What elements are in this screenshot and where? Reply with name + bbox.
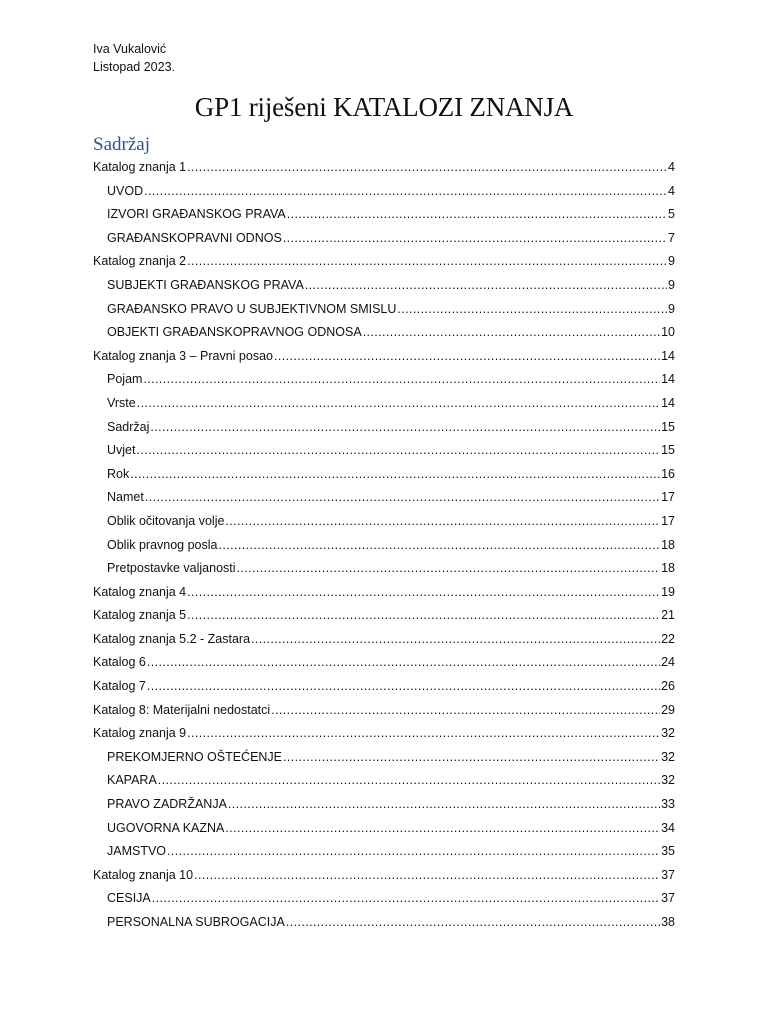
- toc-entry[interactable]: [93, 628, 675, 652]
- toc-entry[interactable]: [93, 581, 675, 605]
- toc-entry[interactable]: [93, 274, 675, 298]
- toc-entry-label[interactable]: Katalog znanja 3 – Pravni posao: [93, 348, 273, 363]
- toc-dot-leader: [187, 159, 667, 171]
- toc-entry-page-number[interactable]: 21: [661, 608, 675, 623]
- toc-entry[interactable]: [93, 298, 675, 322]
- toc-entry-page-number[interactable]: 26: [661, 679, 675, 694]
- toc-dot-leader: [137, 395, 660, 407]
- toc-dot-leader: [187, 725, 660, 737]
- toc-entry[interactable]: [93, 534, 675, 558]
- toc-dot-leader: [228, 796, 660, 808]
- toc-entry[interactable]: [93, 699, 675, 723]
- toc-entry-label[interactable]: Katalog znanja 5: [93, 608, 187, 623]
- toc-entry-label[interactable]: OBJEKTI GRAĐANSKOPRAVNOG ODNOSA: [107, 325, 362, 340]
- toc-entry[interactable]: [93, 911, 675, 935]
- toc-entry-label[interactable]: IZVORI GRAĐANSKOG PRAVA: [107, 207, 286, 222]
- toc-dot-leader: [144, 183, 667, 195]
- toc-entry[interactable]: [93, 746, 675, 770]
- toc-entry-page-number[interactable]: 17: [661, 513, 675, 528]
- toc-dot-leader: [145, 489, 660, 501]
- toc-entry[interactable]: [93, 486, 675, 510]
- toc-entry-label[interactable]: Katalog 8: Materijalni nedostatci: [93, 702, 271, 717]
- toc-entry[interactable]: [93, 864, 675, 888]
- toc-dot-leader: [274, 348, 660, 360]
- toc-entry[interactable]: [93, 769, 675, 793]
- toc-dot-leader: [167, 843, 660, 855]
- toc-dot-leader: [187, 584, 660, 596]
- author-name: Iva Vukalović: [93, 42, 167, 56]
- toc-dot-leader: [225, 513, 660, 525]
- toc-entry-page-number[interactable]: 32: [661, 773, 675, 788]
- toc-entry-label[interactable]: Uvjet: [107, 443, 136, 458]
- toc-dot-leader: [152, 890, 660, 902]
- toc-entry[interactable]: [93, 392, 675, 416]
- toc-dot-leader: [286, 914, 660, 926]
- toc-entry-page-number[interactable]: 29: [661, 702, 675, 717]
- toc-dot-leader: [218, 537, 660, 549]
- toc-entry-page-number[interactable]: 17: [661, 490, 675, 505]
- toc-entry-page-number[interactable]: 14: [661, 348, 675, 363]
- toc-entry-page-number[interactable]: 32: [661, 749, 675, 764]
- toc-entry-page-number[interactable]: 16: [661, 466, 675, 481]
- toc-entry-page-number[interactable]: 37: [661, 891, 675, 906]
- toc-entry-label[interactable]: Katalog znanja 4: [93, 584, 187, 599]
- toc-dot-leader: [130, 466, 660, 478]
- toc-entry[interactable]: [93, 368, 675, 392]
- toc-entry[interactable]: [93, 722, 675, 746]
- toc-entry[interactable]: [93, 439, 675, 463]
- toc-entry-page-number[interactable]: 14: [661, 372, 675, 387]
- toc-entry-label[interactable]: Katalog 7: [93, 679, 146, 694]
- document-title: GP1 riješeni KATALOZI ZNANJA: [194, 92, 574, 122]
- toc-entry-label[interactable]: Pojam: [107, 372, 143, 387]
- toc-entry-page-number[interactable]: 33: [661, 797, 675, 812]
- toc-dot-leader: [143, 371, 660, 383]
- toc-entry-page-number[interactable]: 32: [661, 726, 675, 741]
- toc-entry-page-number[interactable]: 18: [661, 561, 675, 576]
- toc-entry[interactable]: [93, 463, 675, 487]
- toc-dot-leader: [158, 772, 660, 784]
- toc-entry[interactable]: [93, 250, 675, 274]
- toc-entry-label[interactable]: JAMSTVO: [107, 844, 167, 859]
- toc-entry-label[interactable]: KAPARA: [107, 773, 157, 788]
- toc-entry[interactable]: [93, 180, 675, 204]
- toc-entry-page-number[interactable]: 37: [661, 867, 675, 882]
- toc-entry-label[interactable]: CESIJA: [107, 891, 151, 906]
- toc-entry-page-number[interactable]: 14: [661, 395, 675, 410]
- toc-entry-label[interactable]: Namet: [107, 490, 144, 505]
- document-date: Listopad 2023.: [93, 60, 176, 74]
- toc-entry-label[interactable]: Sadržaj: [107, 419, 150, 434]
- toc-entry-page-number[interactable]: 9: [668, 301, 675, 316]
- toc-entry[interactable]: [93, 227, 675, 251]
- toc-entry-label[interactable]: PRAVO ZADRŽANJA: [107, 797, 227, 812]
- toc-dot-leader: [287, 206, 667, 218]
- toc-entry-page-number[interactable]: 10: [661, 325, 675, 340]
- toc-entry-page-number[interactable]: 4: [668, 183, 675, 198]
- toc-dot-leader: [187, 607, 660, 619]
- toc-entry-page-number[interactable]: 4: [668, 160, 675, 174]
- toc-entry[interactable]: [93, 321, 675, 345]
- toc-dot-leader: [237, 560, 661, 572]
- toc-entry[interactable]: [93, 793, 675, 817]
- toc-entry[interactable]: [93, 156, 675, 180]
- toc-entry-label[interactable]: Oblik pravnog posla: [107, 537, 218, 552]
- toc-heading: Sadržaj: [93, 134, 150, 155]
- toc-dot-leader: [147, 654, 660, 666]
- toc-entry[interactable]: [93, 510, 675, 534]
- toc-entry[interactable]: [93, 817, 675, 841]
- toc-dot-leader: [363, 324, 660, 336]
- toc-entry-page-number[interactable]: 7: [668, 230, 675, 245]
- toc-dot-leader: [305, 277, 667, 289]
- toc-entry-label[interactable]: Pretpostavke valjanosti: [107, 561, 236, 576]
- toc-dot-leader: [271, 702, 660, 714]
- toc-entry-page-number[interactable]: 5: [668, 207, 675, 222]
- toc-entry[interactable]: [93, 840, 675, 864]
- toc-dot-leader: [225, 820, 660, 832]
- toc-entry-label[interactable]: Katalog znanja 1: [93, 160, 187, 174]
- toc-dot-leader: [251, 631, 660, 643]
- toc-dot-leader: [283, 230, 667, 242]
- toc-entry-label[interactable]: Rok: [107, 466, 130, 481]
- toc-entry-label[interactable]: Katalog znanja 9: [93, 726, 187, 741]
- toc-entry-label[interactable]: PREKOMJERNO OŠTEĆENJE: [107, 749, 283, 764]
- toc-entry-label[interactable]: Katalog znanja 2: [93, 254, 187, 269]
- toc-entry-page-number[interactable]: 24: [661, 655, 675, 670]
- toc-entry-label[interactable]: UVOD: [107, 183, 144, 198]
- toc-entry-label[interactable]: PERSONALNA SUBROGACIJA: [107, 915, 285, 929]
- toc-dot-leader: [136, 442, 660, 454]
- toc-dot-leader: [283, 749, 660, 761]
- toc-entry-label[interactable]: GRAĐANSKOPRAVNI ODNOS: [107, 230, 282, 245]
- toc-entry[interactable]: [93, 203, 675, 227]
- toc-entry-label[interactable]: GRAĐANSKO PRAVO U SUBJEKTIVNOM SMISLU: [107, 301, 397, 316]
- toc-entry[interactable]: [93, 651, 675, 675]
- toc-entry[interactable]: [93, 416, 675, 440]
- toc-entry-page-number[interactable]: 38: [661, 915, 675, 929]
- toc-entry-label[interactable]: Vrste: [107, 395, 136, 410]
- toc-entry-page-number[interactable]: 9: [668, 277, 675, 292]
- toc-entry-page-number[interactable]: 35: [661, 844, 675, 859]
- toc-entry-page-number[interactable]: 15: [661, 443, 675, 458]
- toc-dot-leader: [397, 301, 667, 313]
- toc-entry[interactable]: [93, 675, 675, 699]
- toc-dot-leader: [194, 867, 660, 879]
- toc-entry-page-number[interactable]: 22: [661, 631, 675, 646]
- toc-entry[interactable]: [93, 345, 675, 369]
- toc-entry[interactable]: [93, 604, 675, 628]
- toc-entry-label[interactable]: SUBJEKTI GRAĐANSKOG PRAVA: [107, 277, 304, 292]
- table-of-contents: [93, 156, 675, 935]
- toc-dot-leader: [187, 253, 667, 265]
- toc-entry-label[interactable]: Katalog 6: [93, 655, 146, 670]
- toc-entry-label[interactable]: Katalog znanja 5.2 - Zastara: [93, 631, 251, 646]
- toc-entry-label[interactable]: UGOVORNA KAZNA: [107, 820, 225, 835]
- toc-entry[interactable]: [93, 557, 675, 581]
- toc-entry-page-number[interactable]: 15: [661, 419, 675, 434]
- toc-entry-page-number[interactable]: 19: [661, 584, 675, 599]
- toc-entry-label[interactable]: Katalog znanja 10: [93, 867, 194, 882]
- toc-entry[interactable]: [93, 887, 675, 911]
- toc-entry-page-number[interactable]: 9: [668, 254, 675, 269]
- toc-entry-label[interactable]: Oblik očitovanja volje: [107, 513, 225, 528]
- document-page: [93, 40, 675, 935]
- toc-dot-leader: [147, 678, 660, 690]
- toc-dot-leader: [150, 419, 660, 431]
- toc-entry-page-number[interactable]: 18: [661, 537, 675, 552]
- toc-entry-page-number[interactable]: 34: [661, 820, 675, 835]
